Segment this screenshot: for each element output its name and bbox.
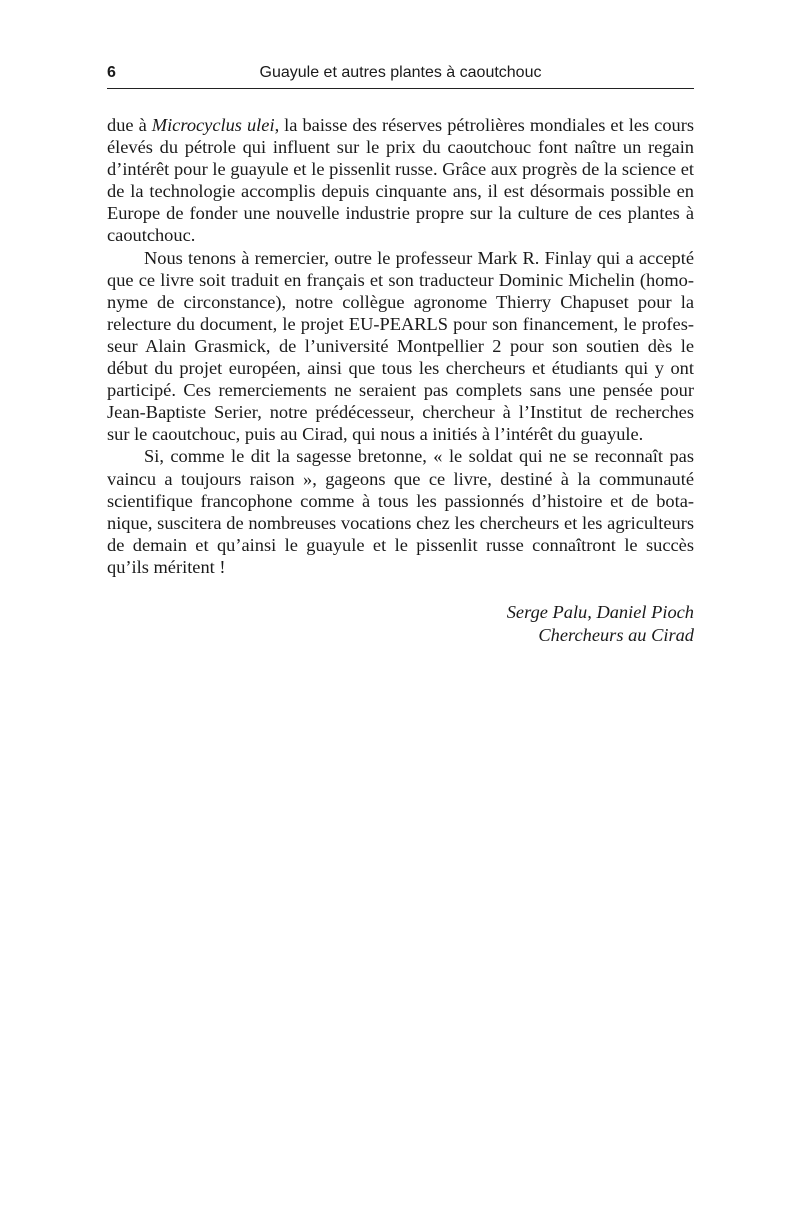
paragraph-3: Si, comme le dit la sagesse bretonne, « le soldat qui ne se reconnaît pas vaincu a toujours raison », gageons que ce livre, destiné à la communauté scientifique francophone comme à tous les passionnés d’histoire et de botanique, suscitera de nombreuses vocations chez les chercheurs et les agriculteurs de demain et qu’ainsi le guayule et le pissenlit russe connaîtront le succès qu’ils méritent ! bbox=[107, 446, 694, 577]
body-text bbox=[107, 114, 694, 578]
signature-authors: Serge Palu, Daniel Pioch bbox=[506, 602, 694, 622]
paragraph-2: Nous tenons à remercier, outre le professeur Mark R. Finlay qui a accepté que ce livre soit traduit en français et son traducteur Dominic Michelin (homonyme de circonstance), notre collègue agronome Thierry Chapuset pour la relecture du document, le projet EU-PEARLS pour son financement, le professeur Alain Grasmick, de l’université Montpellier 2 pour son soutien dès le début du projet européen, ainsi que tous les chercheurs et étudiants qui y ont participé. Ces remerciements ne seraient pas complets sans une pensée pour Jean-Baptiste Serier, notre prédécesseur, chercheur à l’Institut de recherches sur le caoutchouc, puis au Cirad, qui nous a initiés à l’intérêt du guayule. bbox=[107, 247, 694, 445]
paragraph-1-italic-term: Microcyclus ulei bbox=[151, 115, 275, 135]
running-title: Guayule et autres plantes à caoutchouc bbox=[259, 64, 542, 81]
page-number: 6 bbox=[107, 64, 116, 81]
signature bbox=[107, 601, 694, 646]
paragraph-1-lead: due à bbox=[107, 115, 152, 135]
paragraph-1 bbox=[107, 114, 694, 247]
page-header bbox=[107, 62, 694, 89]
signature-affiliation: Chercheurs au Cirad bbox=[538, 624, 694, 645]
paragraph-1-rest: , la baisse des réserves pétrolières mondiales et les cours élevés du pétrole qui influent sur le prix du caoutchouc font naître un regain d’intérêt pour le guayule et le pissenlit russe. Grâce aux progrès de la science et de la technologie accomplis depuis cinquante ans, il est désormais possible en Europe de fonder une nouvelle industrie propre sur la culture de ces plantes à caoutchouc. bbox=[107, 115, 694, 246]
